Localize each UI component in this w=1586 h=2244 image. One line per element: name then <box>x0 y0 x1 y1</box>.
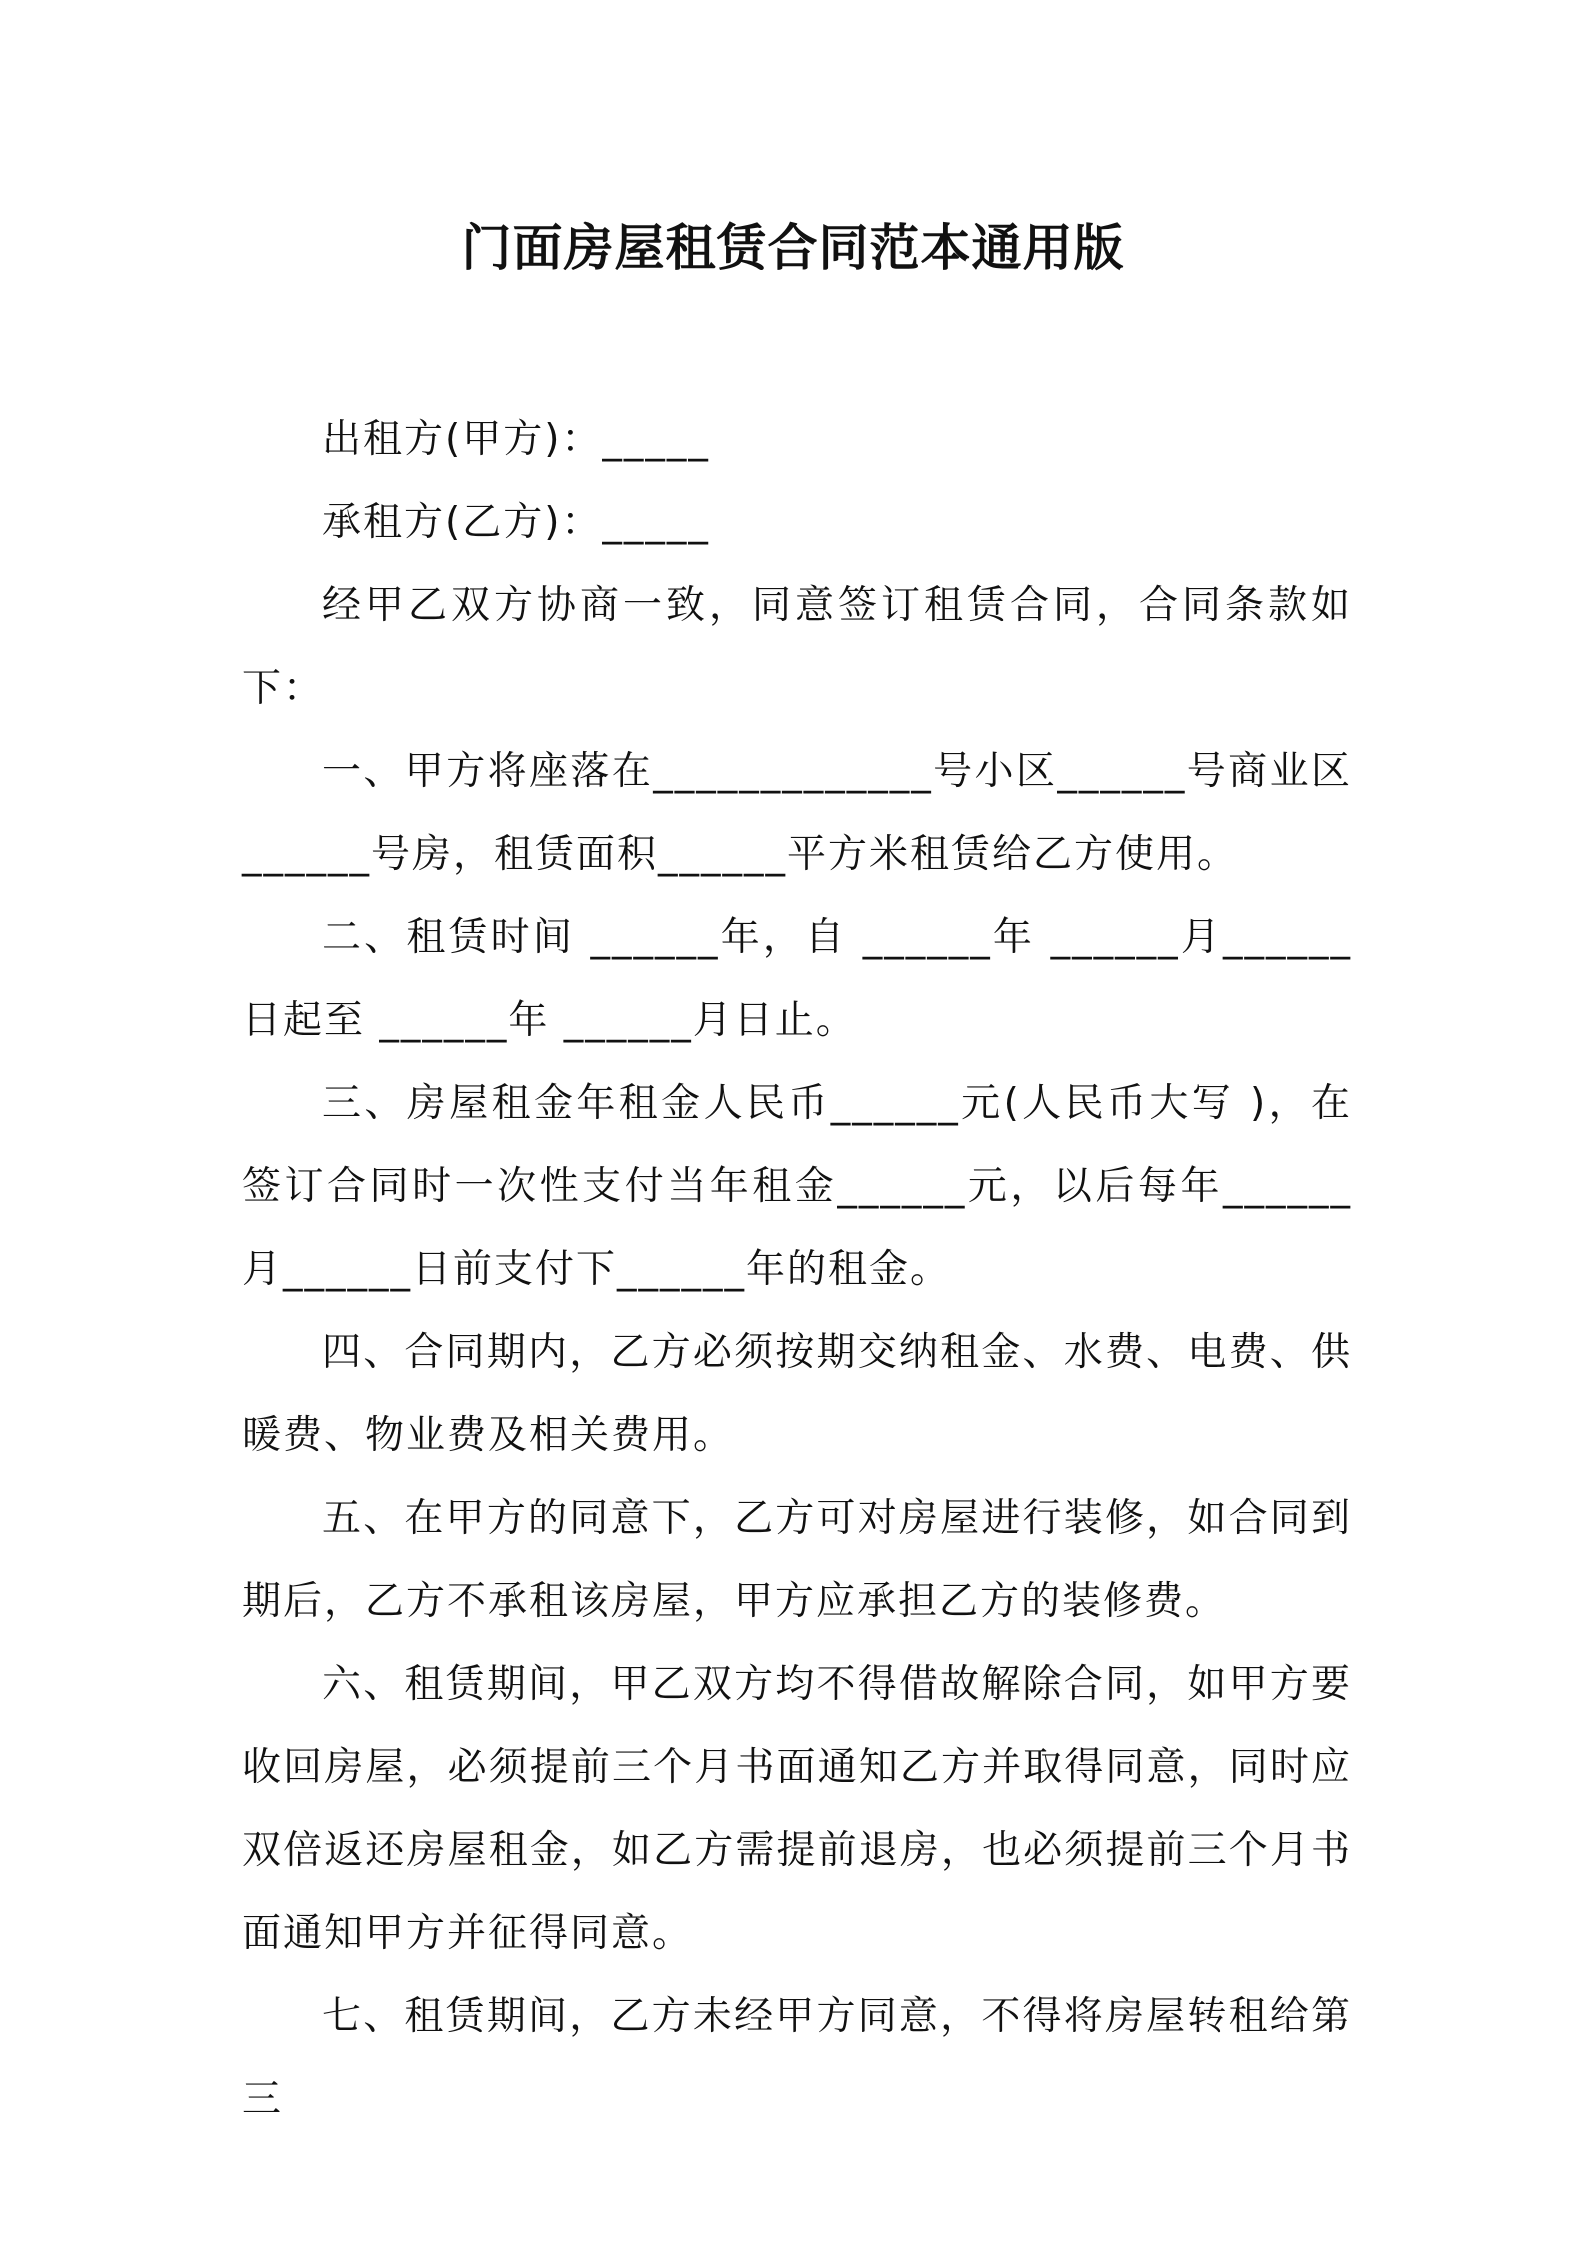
clause-7: 七、租赁期间，乙方未经甲方同意，不得将房屋转租给第三 <box>242 1994 1352 2122</box>
clause-1: 一、甲方将座落在_____________号小区______号商业区______号房，租赁面积______平方米租赁给乙方使用。 <box>242 749 1352 877</box>
document-title: 门面房屋租赁合同范本通用版 <box>461 219 1125 277</box>
clause-3: 三、房屋租金年租金人民币______元(人民币大写 )，在签订合同时一次性支付当年租金______元，以后每年______月______日前支付下______年的租金。 <box>242 1081 1352 1292</box>
clause-2: 二、租赁时间 ______年，自 ______年 ______月______日起至 ______年 ______月日止。 <box>242 915 1352 1043</box>
clause-6: 六、租赁期间，甲乙双方均不得借故解除合同，如甲方要收回房屋，必须提前三个月书面通知乙方并取得同意，同时应双倍返还房屋租金，如乙方需提前退房，也必须提前三个月书面通知甲方并征得同意。 <box>242 1662 1352 1956</box>
party-b-line: 承租方(乙方)：_____ <box>322 500 710 545</box>
clause-5: 五、在甲方的同意下，乙方可对房屋进行装修，如合同到期后，乙方不承租该房屋，甲方应承担乙方的装修费。 <box>242 1496 1352 1624</box>
document-body <box>242 398 1352 2141</box>
clause-4: 四、合同期内，乙方必须按期交纳租金、水费、电费、供暖费、物业费及相关费用。 <box>242 1330 1352 1458</box>
agreement-intro: 经甲乙双方协商一致，同意签订租赁合同，合同条款如下： <box>242 583 1352 711</box>
party-a-line: 出租方(甲方)：_____ <box>322 417 710 462</box>
